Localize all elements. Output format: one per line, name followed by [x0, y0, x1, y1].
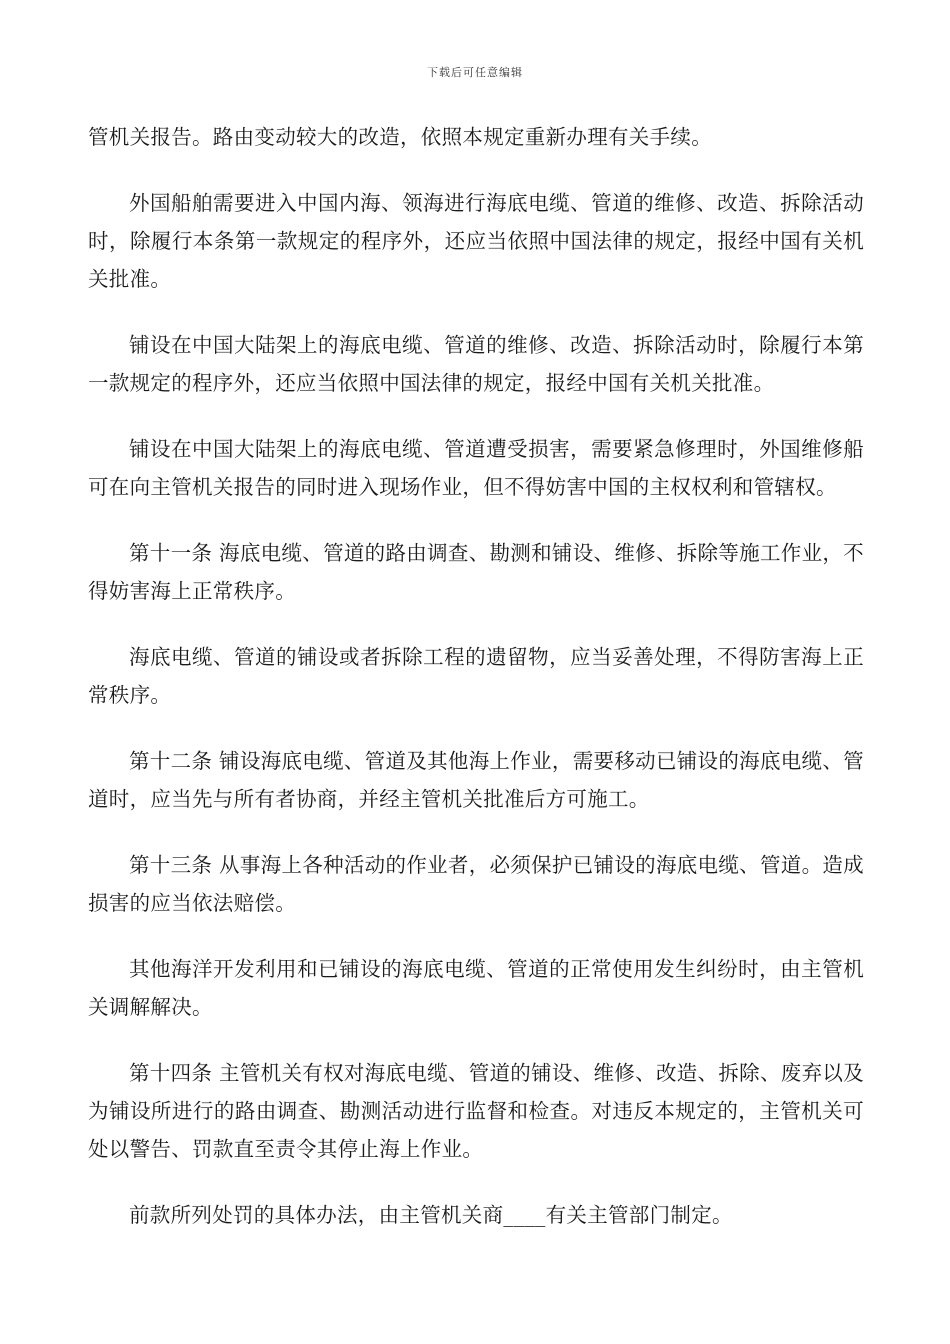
- paragraph: 铺设在中国大陆架上的海底电缆、管道的维修、改造、拆除活动时，除履行本第一款规定的程序外，还应当依照中国法律的规定，报经中国有关机关批准。: [88, 333, 864, 395]
- paragraph: 铺设在中国大陆架上的海底电缆、管道遭受损害，需要紧急修理时，外国维修船可在向主管机关报告的同时进入现场作业，但不得妨害中国的主权权利和管辖权。: [88, 437, 864, 499]
- article-14-paragraph: 第十四条 主管机关有权对海底电缆、管道的铺设、维修、改造、拆除、废弃以及为铺设所进行的路由调查、勘测活动进行监督和检查。对违反本规定的，主管机关可处以警告、罚款直至责令其停止海上作业。: [88, 1061, 864, 1161]
- paragraph: 前款所列处罚的具体办法，由主管机关商____有关主管部门制定。: [129, 1203, 733, 1227]
- document-body: [88, 118, 864, 1262]
- article-12-paragraph: 第十二条 铺设海底电缆、管道及其他海上作业，需要移动已铺设的海底电缆、管道时，应当先与所有者协商，并经主管机关批准后方可施工。: [88, 749, 864, 811]
- paragraph: 管机关报告。路由变动较大的改造，依照本规定重新办理有关手续。: [88, 125, 712, 149]
- page-header: 下载后可任意编辑: [427, 66, 523, 79]
- article-13-paragraph: 第十三条 从事海上各种活动的作业者，必须保护已铺设的海底电缆、管道。造成损害的应当依法赔偿。: [88, 853, 864, 915]
- paragraph: 外国船舶需要进入中国内海、领海进行海底电缆、管道的维修、改造、拆除活动时，除履行本条第一款规定的程序外，还应当依照中国法律的规定，报经中国有关机关批准。: [88, 191, 864, 291]
- article-11-paragraph: 第十一条 海底电缆、管道的路由调查、勘测和铺设、维修、拆除等施工作业，不得妨害海上正常秩序。: [88, 541, 864, 603]
- paragraph: 其他海洋开发利用和已铺设的海底电缆、管道的正常使用发生纠纷时，由主管机关调解解决。: [88, 957, 864, 1019]
- paragraph: 海底电缆、管道的铺设或者拆除工程的遗留物，应当妥善处理，不得防害海上正常秩序。: [88, 645, 864, 707]
